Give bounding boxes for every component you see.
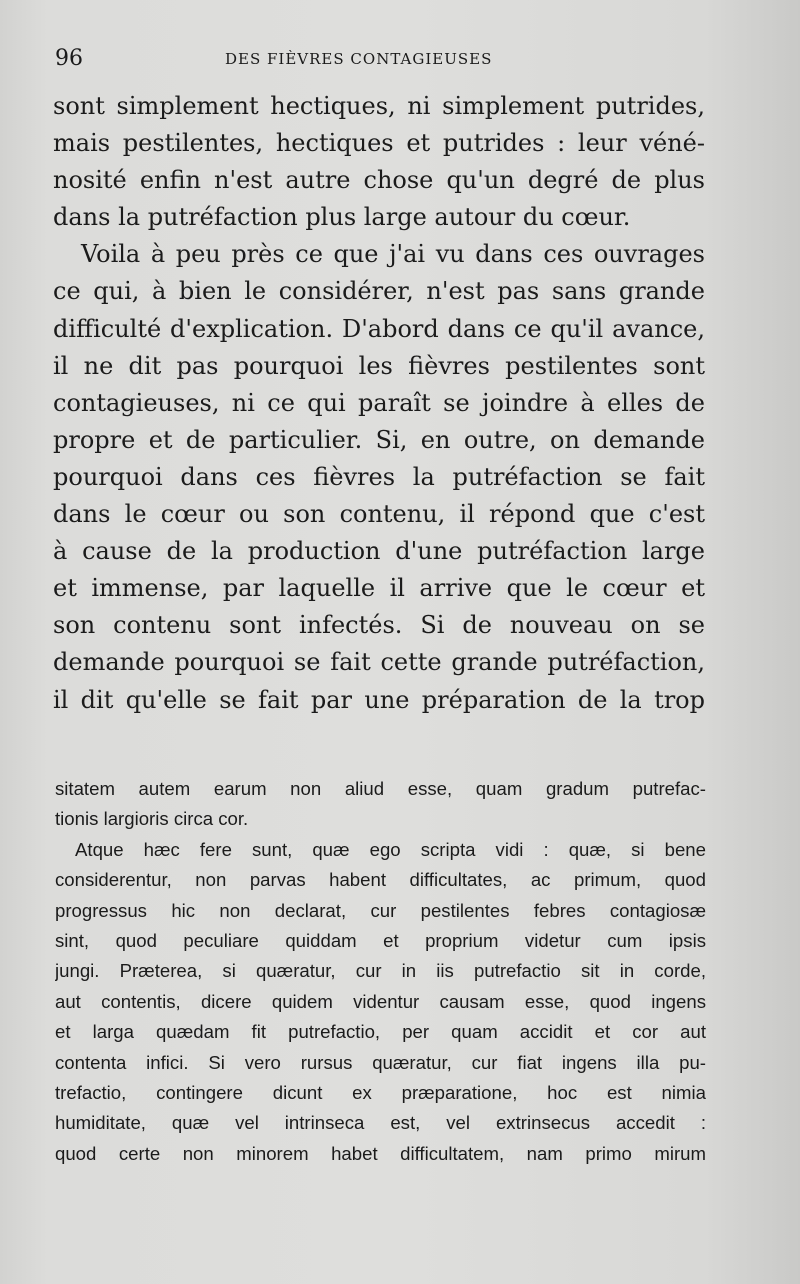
text-line: dans la putréfaction plus large autour du cœur.	[53, 203, 631, 232]
text-line: ce qui, à bien le considérer, n'est pas sans grande	[53, 277, 705, 306]
text-line: Voila à peu près ce que j'ai vu dans ces ouvrages	[81, 240, 705, 269]
text-line: pourquoi dans ces fièvres la putréfaction se fait	[53, 462, 705, 491]
note-line: Atque hæc fere sunt, quæ ego scripta vidi : quæ, si bene	[75, 838, 706, 860]
note-line: aut contentis, dicere quidem videntur causam esse, quod ingens	[55, 990, 706, 1012]
text-line: dans le cœur ou son contenu, il répond que c'est	[53, 500, 705, 529]
text-line: son contenu sont infectés. Si de nouveau on se	[53, 611, 705, 640]
running-title: DES FIÈVRES CONTAGIEUSES	[225, 50, 493, 68]
text-line: sont simplement hectiques, ni simplement putrides,	[53, 92, 705, 120]
page-header	[55, 46, 705, 76]
note-line: jungi. Præterea, si quæratur, cur in iis putrefactio sit in corde,	[55, 960, 706, 982]
text-line: mais pestilentes, hectiques et putrides : leur véné-	[53, 129, 705, 158]
text-line: nosité enfin n'est autre chose qu'un degré de plus	[53, 166, 705, 195]
text-line: à cause de la production d'une putréfaction large	[53, 537, 705, 566]
note-line: sint, quod peculiare quiddam et proprium videtur cum ipsis	[55, 929, 706, 951]
text-line: contagieuses, ni ce qui paraît se joindre à elles de	[53, 388, 705, 417]
note-line: sitatem autem earum non aliud esse, quam gradum putrefac-	[55, 778, 706, 799]
text-line: propre et de particulier. Si, en outre, on demande	[53, 425, 705, 454]
note-line: et larga quædam fit putrefactio, per quam accidit et cor aut	[55, 1021, 706, 1043]
note-line: trefactio, contingere dicunt ex præparatione, hoc est nimia	[55, 1081, 706, 1103]
note-line: progressus hic non declarat, cur pestilentes febres contagiosæ	[55, 899, 706, 921]
text-line: demande pourquoi se fait cette grande putréfaction,	[53, 648, 705, 677]
text-line: il ne dit pas pourquoi les fièvres pestilentes sont	[53, 351, 705, 380]
text-line: et immense, par laquelle il arrive que le cœur et	[53, 574, 705, 603]
note-line: tionis largioris circa cor.	[55, 808, 249, 830]
note-line: considerentur, non parvas habent difficultates, ac primum, quod	[55, 869, 706, 891]
french-main-text	[53, 88, 705, 719]
note-line: quod certe non minorem habet difficultatem, nam primo mirum	[55, 1142, 706, 1164]
text-line: difficulté d'explication. D'abord dans ce qu'il avance,	[53, 314, 705, 343]
page-number: 96	[55, 46, 83, 71]
latin-original-text	[55, 774, 706, 1169]
note-line: humiditate, quæ vel intrinseca est, vel extrinsecus accedit :	[55, 1112, 706, 1134]
text-line: il dit qu'elle se fait par une préparation de la trop	[53, 685, 705, 714]
note-line: contenta infici. Si vero rursus quæratur, cur fiat ingens illa pu-	[55, 1051, 706, 1073]
